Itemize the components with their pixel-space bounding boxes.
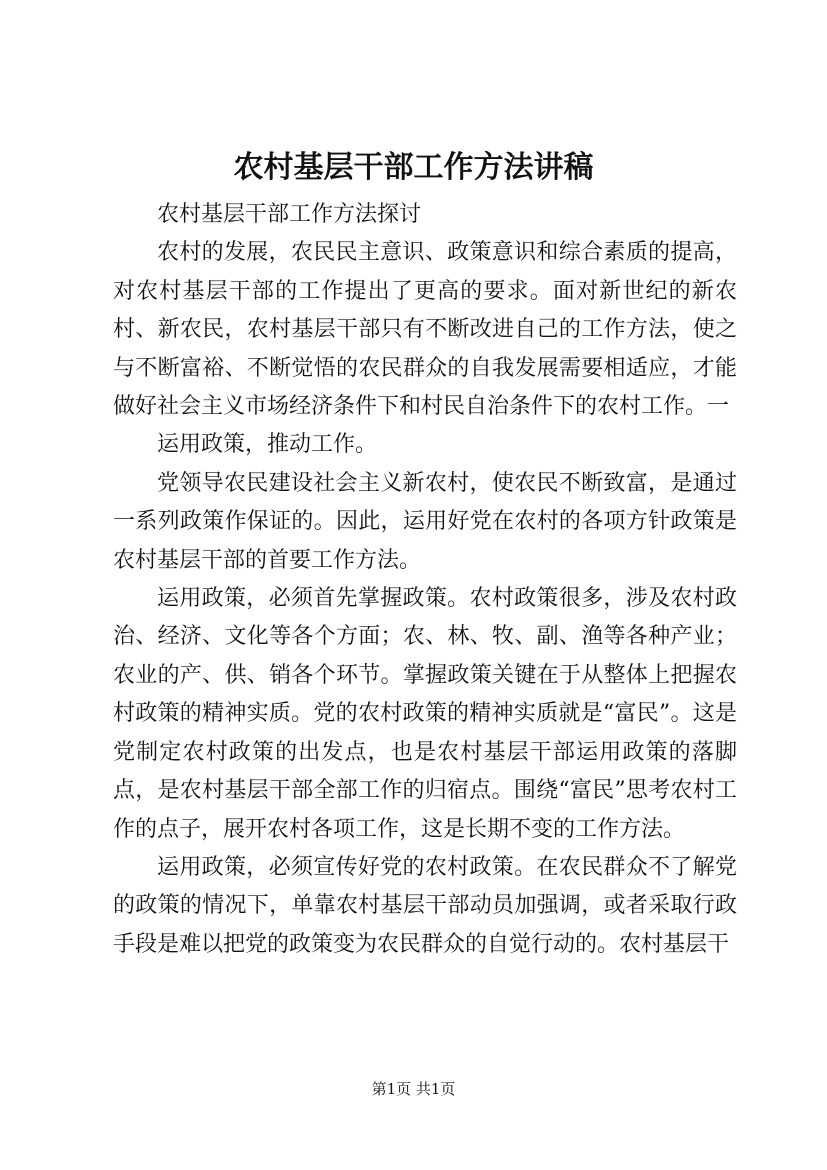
paragraph: 运用政策，推动工作。 xyxy=(157,432,378,458)
paragraph: 党领导农民建设社会主义新农村，使农民不断致富，是通过一系列政策作保证的。因此，运用好党在农村的各项方针政策是农村基层干部的首要工作方法。 xyxy=(113,470,737,573)
document-body xyxy=(113,196,737,964)
document-title: 农村基层干部工作方法讲稿 xyxy=(233,150,594,185)
page-footer xyxy=(0,1079,827,1099)
page-number-label: 第1页 共1页 xyxy=(371,1080,456,1098)
paragraph: 农村的发展，农民民主意识、政策意识和综合素质的提高，对农村基层干部的工作提出了更高的要求。面对新世纪的新农村、新农民，农村基层干部只有不断改进自己的工作方法，使之与不断富裕、不断觉悟的农民群众的自我发展需要相适应，才能做好社会主义市场经济条件下和村民自治条件下的农村工作。一 xyxy=(113,240,737,420)
paragraph: 农村基层干部工作方法探讨 xyxy=(157,202,422,227)
paragraph: 运用政策，必须首先掌握政策。农村政策很多，涉及农村政治、经济、文化等各个方面；农、林、牧、副、渔等各种产业；农业的产、供、销各个环节。掌握政策关键在于从整体上把握农村政策的精神实质。党的农村政策的精神实质就是“富民”。这是党制定农村政策的出发点，也是农村基层干部运用政策的落脚点，是农村基层干部全部工作的归宿点。围绕“富民”思考农村工作的点子，展开农村各项工作，这是长期不变的工作方法。 xyxy=(113,586,737,842)
paragraph: 运用政策，必须宣传好党的农村政策。在农民群众不了解党的政策的情况下，单靠农村基层干部动员加强调，或者采取行政手段是难以把党的政策变为农民群众的自觉行动的。农村基层干 xyxy=(113,854,737,957)
